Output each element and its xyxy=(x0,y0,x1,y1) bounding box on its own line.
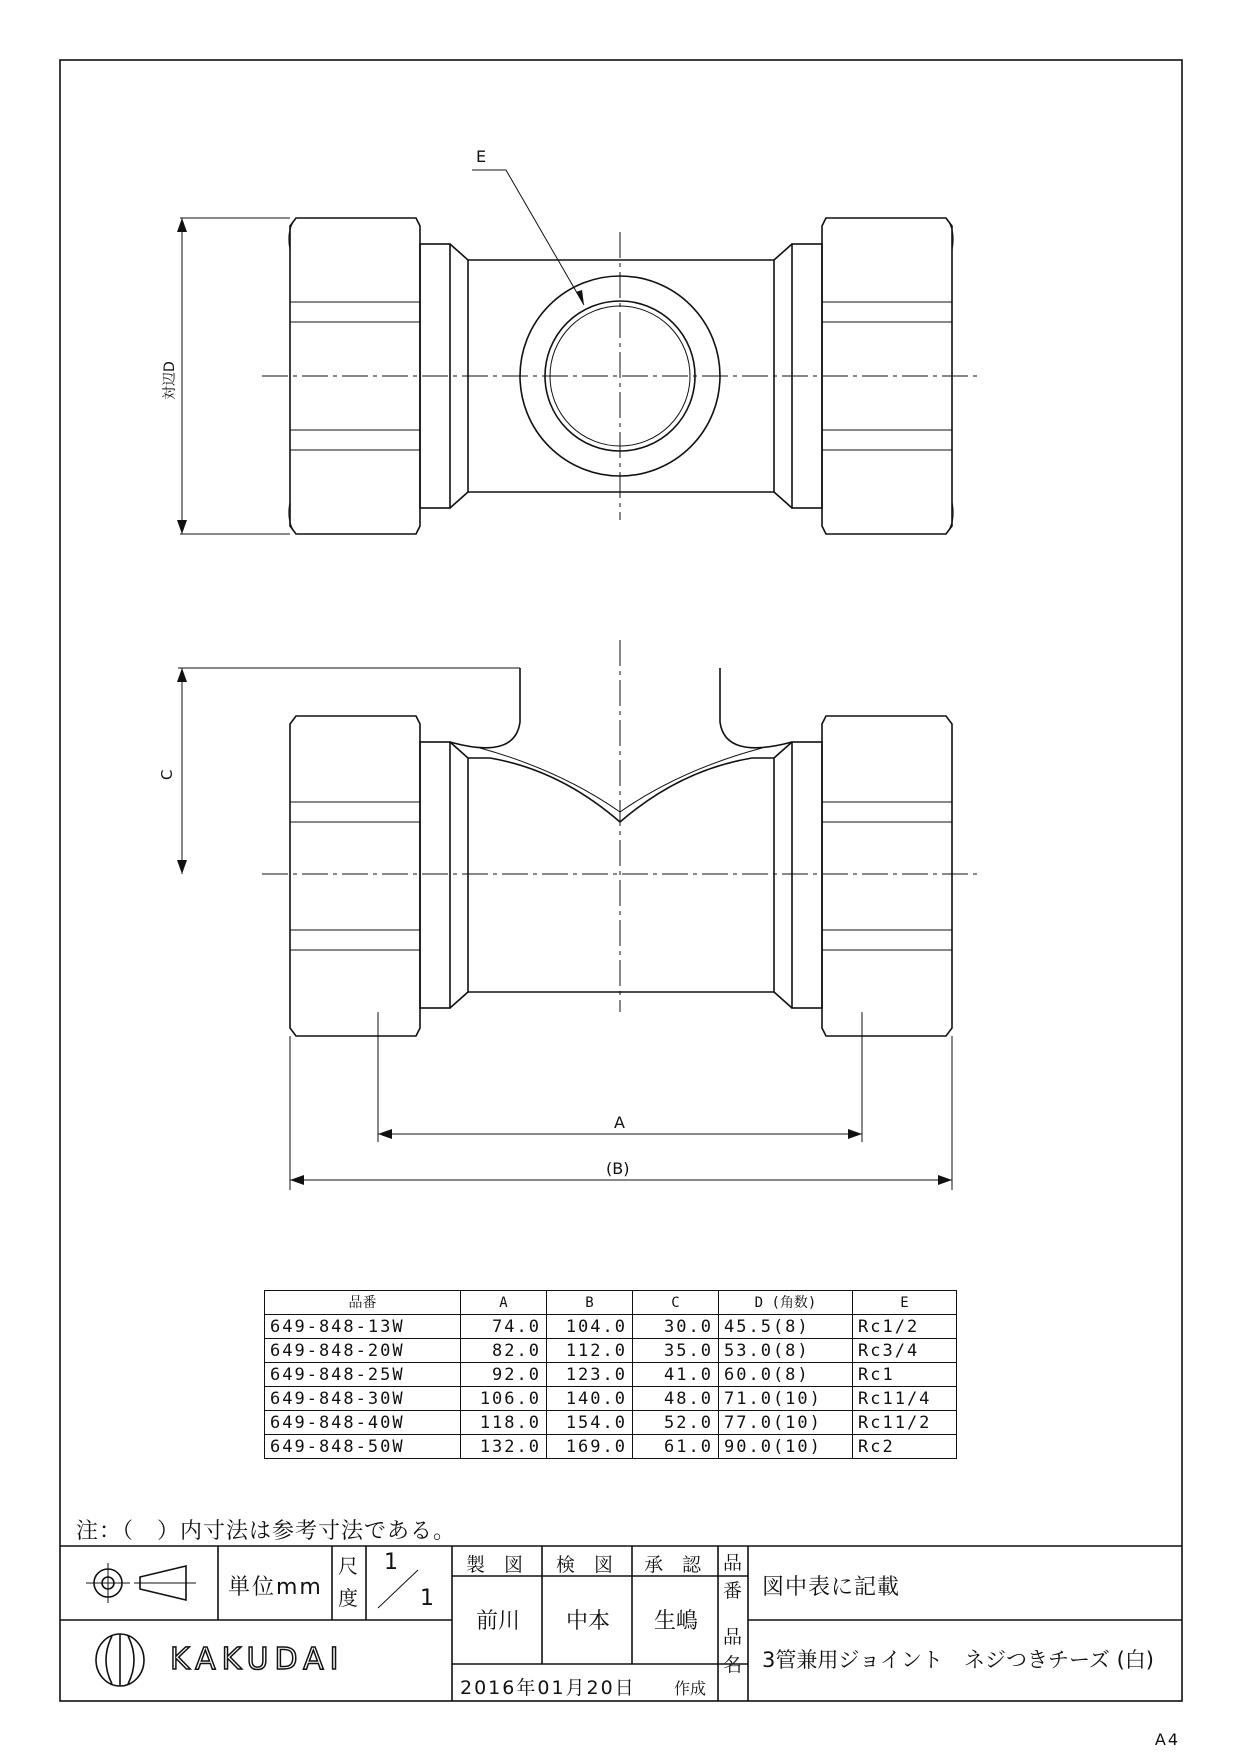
cell-part-no: 649-848-13W xyxy=(265,1315,461,1339)
cell-part-no: 649-848-30W xyxy=(265,1387,461,1411)
cell-b: 112.0 xyxy=(547,1339,633,1363)
paper-size: A4 xyxy=(1154,1730,1180,1749)
top-view xyxy=(177,170,982,534)
part-name-label-1: 品 xyxy=(723,1626,743,1648)
cell-c: 48.0 xyxy=(633,1387,719,1411)
table-row xyxy=(265,1411,957,1435)
part-name-label-2: 名 xyxy=(723,1654,743,1676)
table-row xyxy=(265,1435,957,1459)
table-row xyxy=(265,1339,957,1363)
cell-e: Rc3/4 xyxy=(853,1339,957,1363)
checked-label: 検 図 xyxy=(556,1554,614,1576)
date: 2016年01月20日 xyxy=(460,1677,636,1699)
scale-label-2: 度 xyxy=(338,1586,358,1610)
table-row xyxy=(265,1387,957,1411)
cell-d: 71.0(10) xyxy=(719,1387,853,1411)
cell-a: 92.0 xyxy=(461,1363,547,1387)
cell-e: Rc1/2 xyxy=(853,1315,957,1339)
cell-d: 53.0(8) xyxy=(719,1339,853,1363)
projection-symbol-icon xyxy=(86,1563,196,1603)
header-part-no: 品番 xyxy=(265,1291,461,1315)
cell-d: 60.0(8) xyxy=(719,1363,853,1387)
cell-part-no: 649-848-50W xyxy=(265,1435,461,1459)
header-d: D (角数) xyxy=(719,1291,853,1315)
cell-e: Rc2 xyxy=(853,1435,957,1459)
cell-a: 82.0 xyxy=(461,1339,547,1363)
table-row xyxy=(265,1363,957,1387)
label-d: 対辺D xyxy=(162,361,178,400)
dimension-note: 注：（ ）内寸法は参考寸法である。 xyxy=(76,1519,457,1544)
unit-label: 単位mm xyxy=(228,1575,323,1600)
approved-by: 生嶋 xyxy=(654,1609,699,1634)
company-logo-text: KAKUDAI xyxy=(170,1642,345,1677)
cell-c: 35.0 xyxy=(633,1339,719,1363)
cell-c: 41.0 xyxy=(633,1363,719,1387)
drawn-by: 前川 xyxy=(476,1609,521,1634)
label-c: C xyxy=(158,769,176,780)
label-b: (B) xyxy=(606,1159,630,1178)
header-b: B xyxy=(547,1291,633,1315)
part-no-label-1: 品 xyxy=(723,1552,743,1574)
label-e: E xyxy=(476,147,487,166)
table-row xyxy=(265,1315,957,1339)
part-name: 3管兼用ジョイント ネジつきチーズ (白) xyxy=(762,1648,1154,1672)
header-e: E xyxy=(853,1291,957,1315)
cell-part-no: 649-848-40W xyxy=(265,1411,461,1435)
cell-part-no: 649-848-25W xyxy=(265,1363,461,1387)
header-a: A xyxy=(461,1291,547,1315)
cell-b: 104.0 xyxy=(547,1315,633,1339)
scale-denominator: 1 xyxy=(420,1586,434,1611)
spec-table xyxy=(264,1290,957,1459)
cell-d: 45.5(8) xyxy=(719,1315,853,1339)
cell-a: 74.0 xyxy=(461,1315,547,1339)
cell-b: 169.0 xyxy=(547,1435,633,1459)
cell-c: 30.0 xyxy=(633,1315,719,1339)
part-no-label-2: 番 xyxy=(723,1580,743,1602)
cell-d: 77.0(10) xyxy=(719,1411,853,1435)
approved-label: 承 認 xyxy=(644,1554,702,1576)
drawn-label: 製 図 xyxy=(466,1554,524,1576)
kakudai-logo-icon xyxy=(96,1634,144,1686)
cell-e: Rc11/4 xyxy=(853,1387,957,1411)
cell-e: Rc1 xyxy=(853,1363,957,1387)
cell-a: 132.0 xyxy=(461,1435,547,1459)
cell-e: Rc11/2 xyxy=(853,1411,957,1435)
front-view xyxy=(177,640,982,1190)
created-label: 作成 xyxy=(674,1679,707,1698)
cell-a: 106.0 xyxy=(461,1387,547,1411)
cell-c: 52.0 xyxy=(633,1411,719,1435)
scale-label-1: 尺 xyxy=(338,1554,358,1578)
cell-a: 118.0 xyxy=(461,1411,547,1435)
cell-b: 123.0 xyxy=(547,1363,633,1387)
checked-by: 中本 xyxy=(566,1609,611,1634)
table-header-row xyxy=(265,1291,957,1315)
scale-numerator: 1 xyxy=(384,1550,398,1575)
header-c: C xyxy=(633,1291,719,1315)
part-no: 図中表に記載 xyxy=(762,1575,901,1600)
label-a: A xyxy=(614,1113,625,1132)
cell-d: 90.0(10) xyxy=(719,1435,853,1459)
cell-part-no: 649-848-20W xyxy=(265,1339,461,1363)
cell-b: 140.0 xyxy=(547,1387,633,1411)
cell-b: 154.0 xyxy=(547,1411,633,1435)
cell-c: 61.0 xyxy=(633,1435,719,1459)
